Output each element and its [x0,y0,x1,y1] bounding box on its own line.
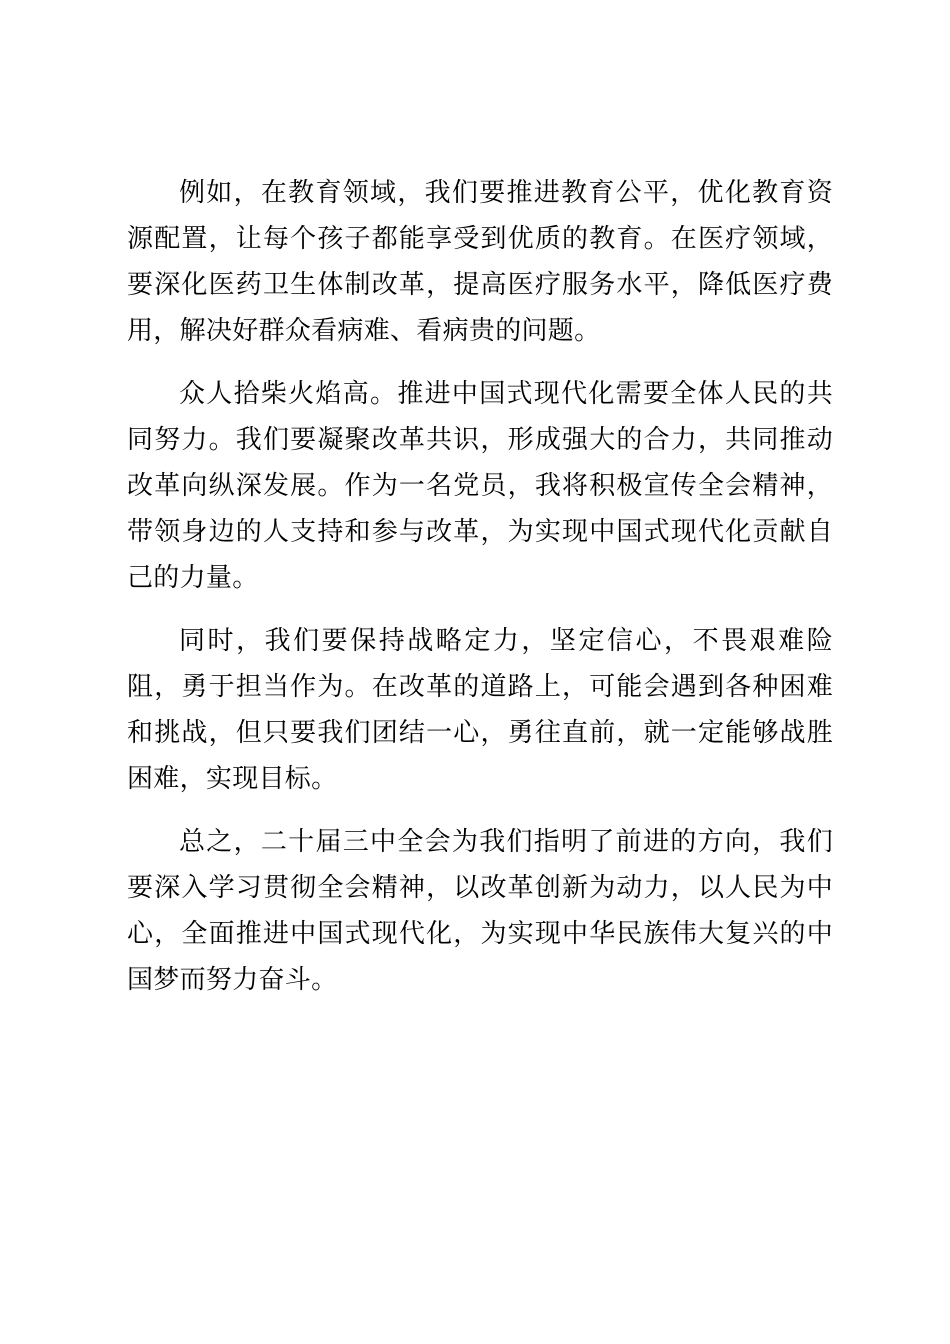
document-body [127,170,833,1020]
paragraph-education-healthcare: 例如，在教育领域，我们要推进教育公平，优化教育资源配置，让每个孩子都能享受到优质的教育。在医疗领域，要深化医药卫生体制改革，提高医疗服务水平，降低医疗费用，解决好群众看病难、看病贵的问题。 [127,178,833,346]
paragraph-conclusion: 总之，二十届三中全会为我们指明了前进的方向，我们要深入学习贯彻全会精神，以改革创新为动力，以人民为中心，全面推进中国式现代化，为实现中华民族伟大复兴的中国梦而努力奋斗。 [127,827,833,995]
paragraph-joint-effort: 众人拾柴火焰高。推进中国式现代化需要全体人民的共同努力。我们要凝聚改革共识，形成强大的合力，共同推动改革向纵深发展。作为一名党员，我将积极宣传全会精神，带领身边的人支持和参与改革，为实现中国式现代化贡献自己的力量。 [127,379,833,593]
paragraph-strategic-resolve: 同时，我们要保持战略定力，坚定信心，不畏艰难险阻，勇于担当作为。在改革的道路上，可能会遇到各种困难和挑战，但只要我们团结一心，勇往直前，就一定能够战胜困难，实现目标。 [127,626,833,794]
